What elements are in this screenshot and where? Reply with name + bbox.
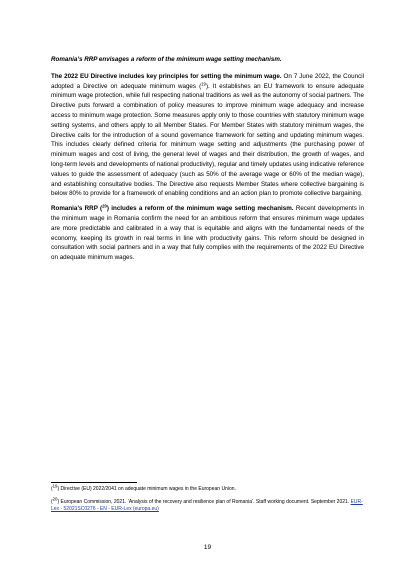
main-text [51, 55, 364, 268]
paragraph-text: ). It establishes an EU framework to ensure adequate minimum wage protection, while full respecting national traditions as well as the autonomy of social partners. The Directive puts forward a combination of policy measures to improve minimum wage adequacy and increase access to minimum wage protection. Some measures apply only to those countries with statutory minimum wage setting systems, and others apply to all Member States. For Member States with statutory minimum wages, the Directive calls for the introduction of a sound governance framework for setting and updating minimum wages. This includes clearly defined criteria for minimum wage setting and adjustments (the purchasing power of minimum wages and cost of living, the general level of wages and their distribution, the growth of wages, and long-term levels and developments of national productivity), regular and timely updates using indicative reference values to guide the assessment of adequacy (such as 50% of the average wage or 60% of the median wage), and establishing consultative bodies. The Directive also requests Member States where collective bargaining is below 80% to provide for a framework of enabling conditions and an action plan to promote collective bargaining. [51, 82, 364, 198]
page-number: 19 [203, 544, 212, 551]
footnote-19: ($^{19}$) Directive (EU) 2022/2041 on adequate minimum wages in the European Union. [51, 483, 236, 492]
paragraph-romania-rrp [51, 204, 364, 263]
paragraph-eu-directive [51, 72, 364, 199]
section-heading: Romania’s RRP envisages a reform of the minimum wage setting mechanism. [51, 56, 282, 63]
footnote-ref-20[interactable]: 20 [102, 203, 107, 209]
footnotes [51, 483, 364, 519]
footnote-text: Directive (EU) 2022/2041 on adequate minimum wages in the European Union. [59, 486, 236, 492]
footnote-ref-19[interactable]: 19 [201, 81, 206, 87]
paragraph-text: On 7 June 2022, the Council adopted a Directive on adequate minimum wages ( [51, 72, 364, 90]
footnote-20: ($^{20}$) European Commission, 2021. ‘Analysis of the recovery and resilience plan of Romania’. Staff working document. September 2021. EUR-Lex - 52021SC0276 - EN - EUR-Lex (europa.eu) [51, 496, 363, 513]
footnote-number: 20 [52, 496, 58, 502]
lead-part: ) includes a reform of the minimum wage setting mechanism. [106, 205, 294, 213]
footnote-text: European Commission, 2021. ‘Analysis of the recovery and resilience plan of Romania’. Staff working document. September 2021. [59, 498, 351, 505]
paragraph-lead [51, 205, 294, 212]
paragraph-lead: The 2022 EU Directive includes key principles for setting the minimum wage. [51, 72, 282, 80]
paragraph-text: Recent developments in the minimum wage in Romania confirm the need for an ambitious reform that ensures minimum wage updates are more predictable and calibrated in a way that is equitable and aligns with the fundamental needs of the economy, keeping its growth in real terms in line with productivity gains. This reform should be designed in consultation with social partners and in a way that fully complies with the requirements of the 2022 EU Directive on adequate minimum wages. [51, 205, 365, 262]
footnote-number: 19 [52, 483, 58, 489]
footnote-divider [51, 482, 137, 483]
eur-lex-link[interactable]: EUR-Lex - 52021SC0276 - EN - EUR-Lex (europa.eu) [51, 498, 363, 513]
lead-part: Romania’s RRP ( [51, 205, 103, 213]
